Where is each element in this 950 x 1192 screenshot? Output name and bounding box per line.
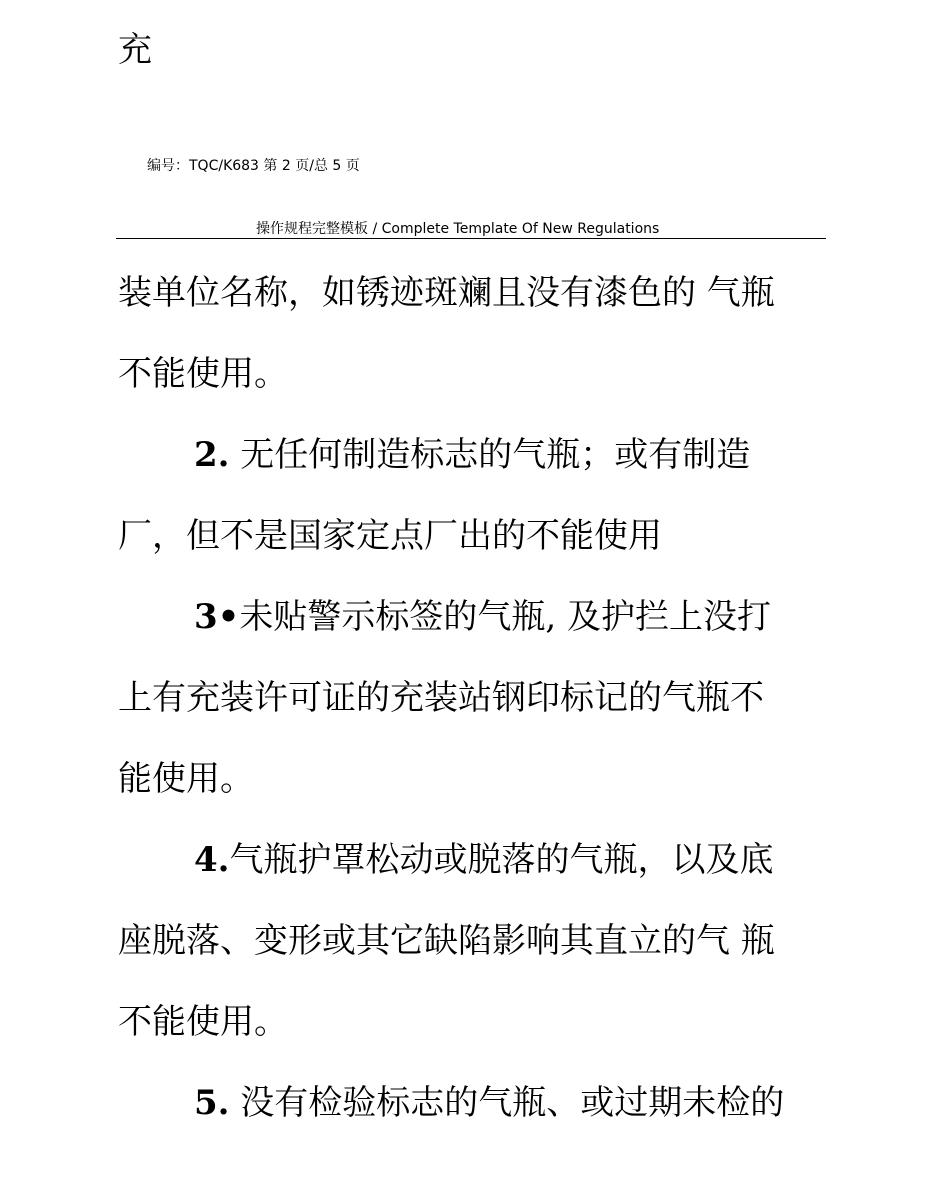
text-line: 不能使用。 [118, 354, 288, 394]
item-number: 5. [194, 1083, 230, 1123]
list-item-2-first-line [118, 425, 826, 506]
top-fragment-char: 充 [118, 30, 152, 70]
text-line: 不能使用。 [118, 1002, 288, 1042]
text-line: 能使用。 [118, 759, 254, 799]
item-number: 3• [194, 597, 240, 637]
text-line: 座脱落、变形或其它缺陷影响其直立的气 瓶 [118, 921, 775, 961]
header-divider [116, 238, 826, 239]
document-body [118, 263, 826, 1154]
list-item-4-first-line [118, 830, 826, 911]
list-item-5-first-line [118, 1073, 826, 1154]
document-number: 编号：TQC/K683 第 2 页/总 5 页 [147, 158, 360, 174]
text-line: 上有充装许可证的充装站钢印标记的气瓶不 [118, 678, 764, 718]
item-number: 4. [194, 840, 230, 880]
list-item-3-first-line [118, 587, 826, 668]
item-number: 2. [194, 435, 230, 475]
item-text: 没有检验标志的气瓶、或过期未检的 [229, 1083, 785, 1123]
template-title: 操作规程完整模板 / Complete Template Of New Regulations [256, 221, 660, 237]
text-line: 厂，但不是国家定点厂出的不能使用 [118, 516, 662, 556]
text-line: 装单位名称，如锈迹斑斓且没有漆色的 气瓶 [118, 273, 775, 313]
item-text: 未贴警示标签的气瓶, 及护拦上没打 [239, 597, 772, 637]
item-text: 气瓶护罩松动或脱落的气瓶，以及底 [229, 840, 774, 880]
item-text: 无任何制造标志的气瓶；或有制造 [229, 435, 751, 475]
